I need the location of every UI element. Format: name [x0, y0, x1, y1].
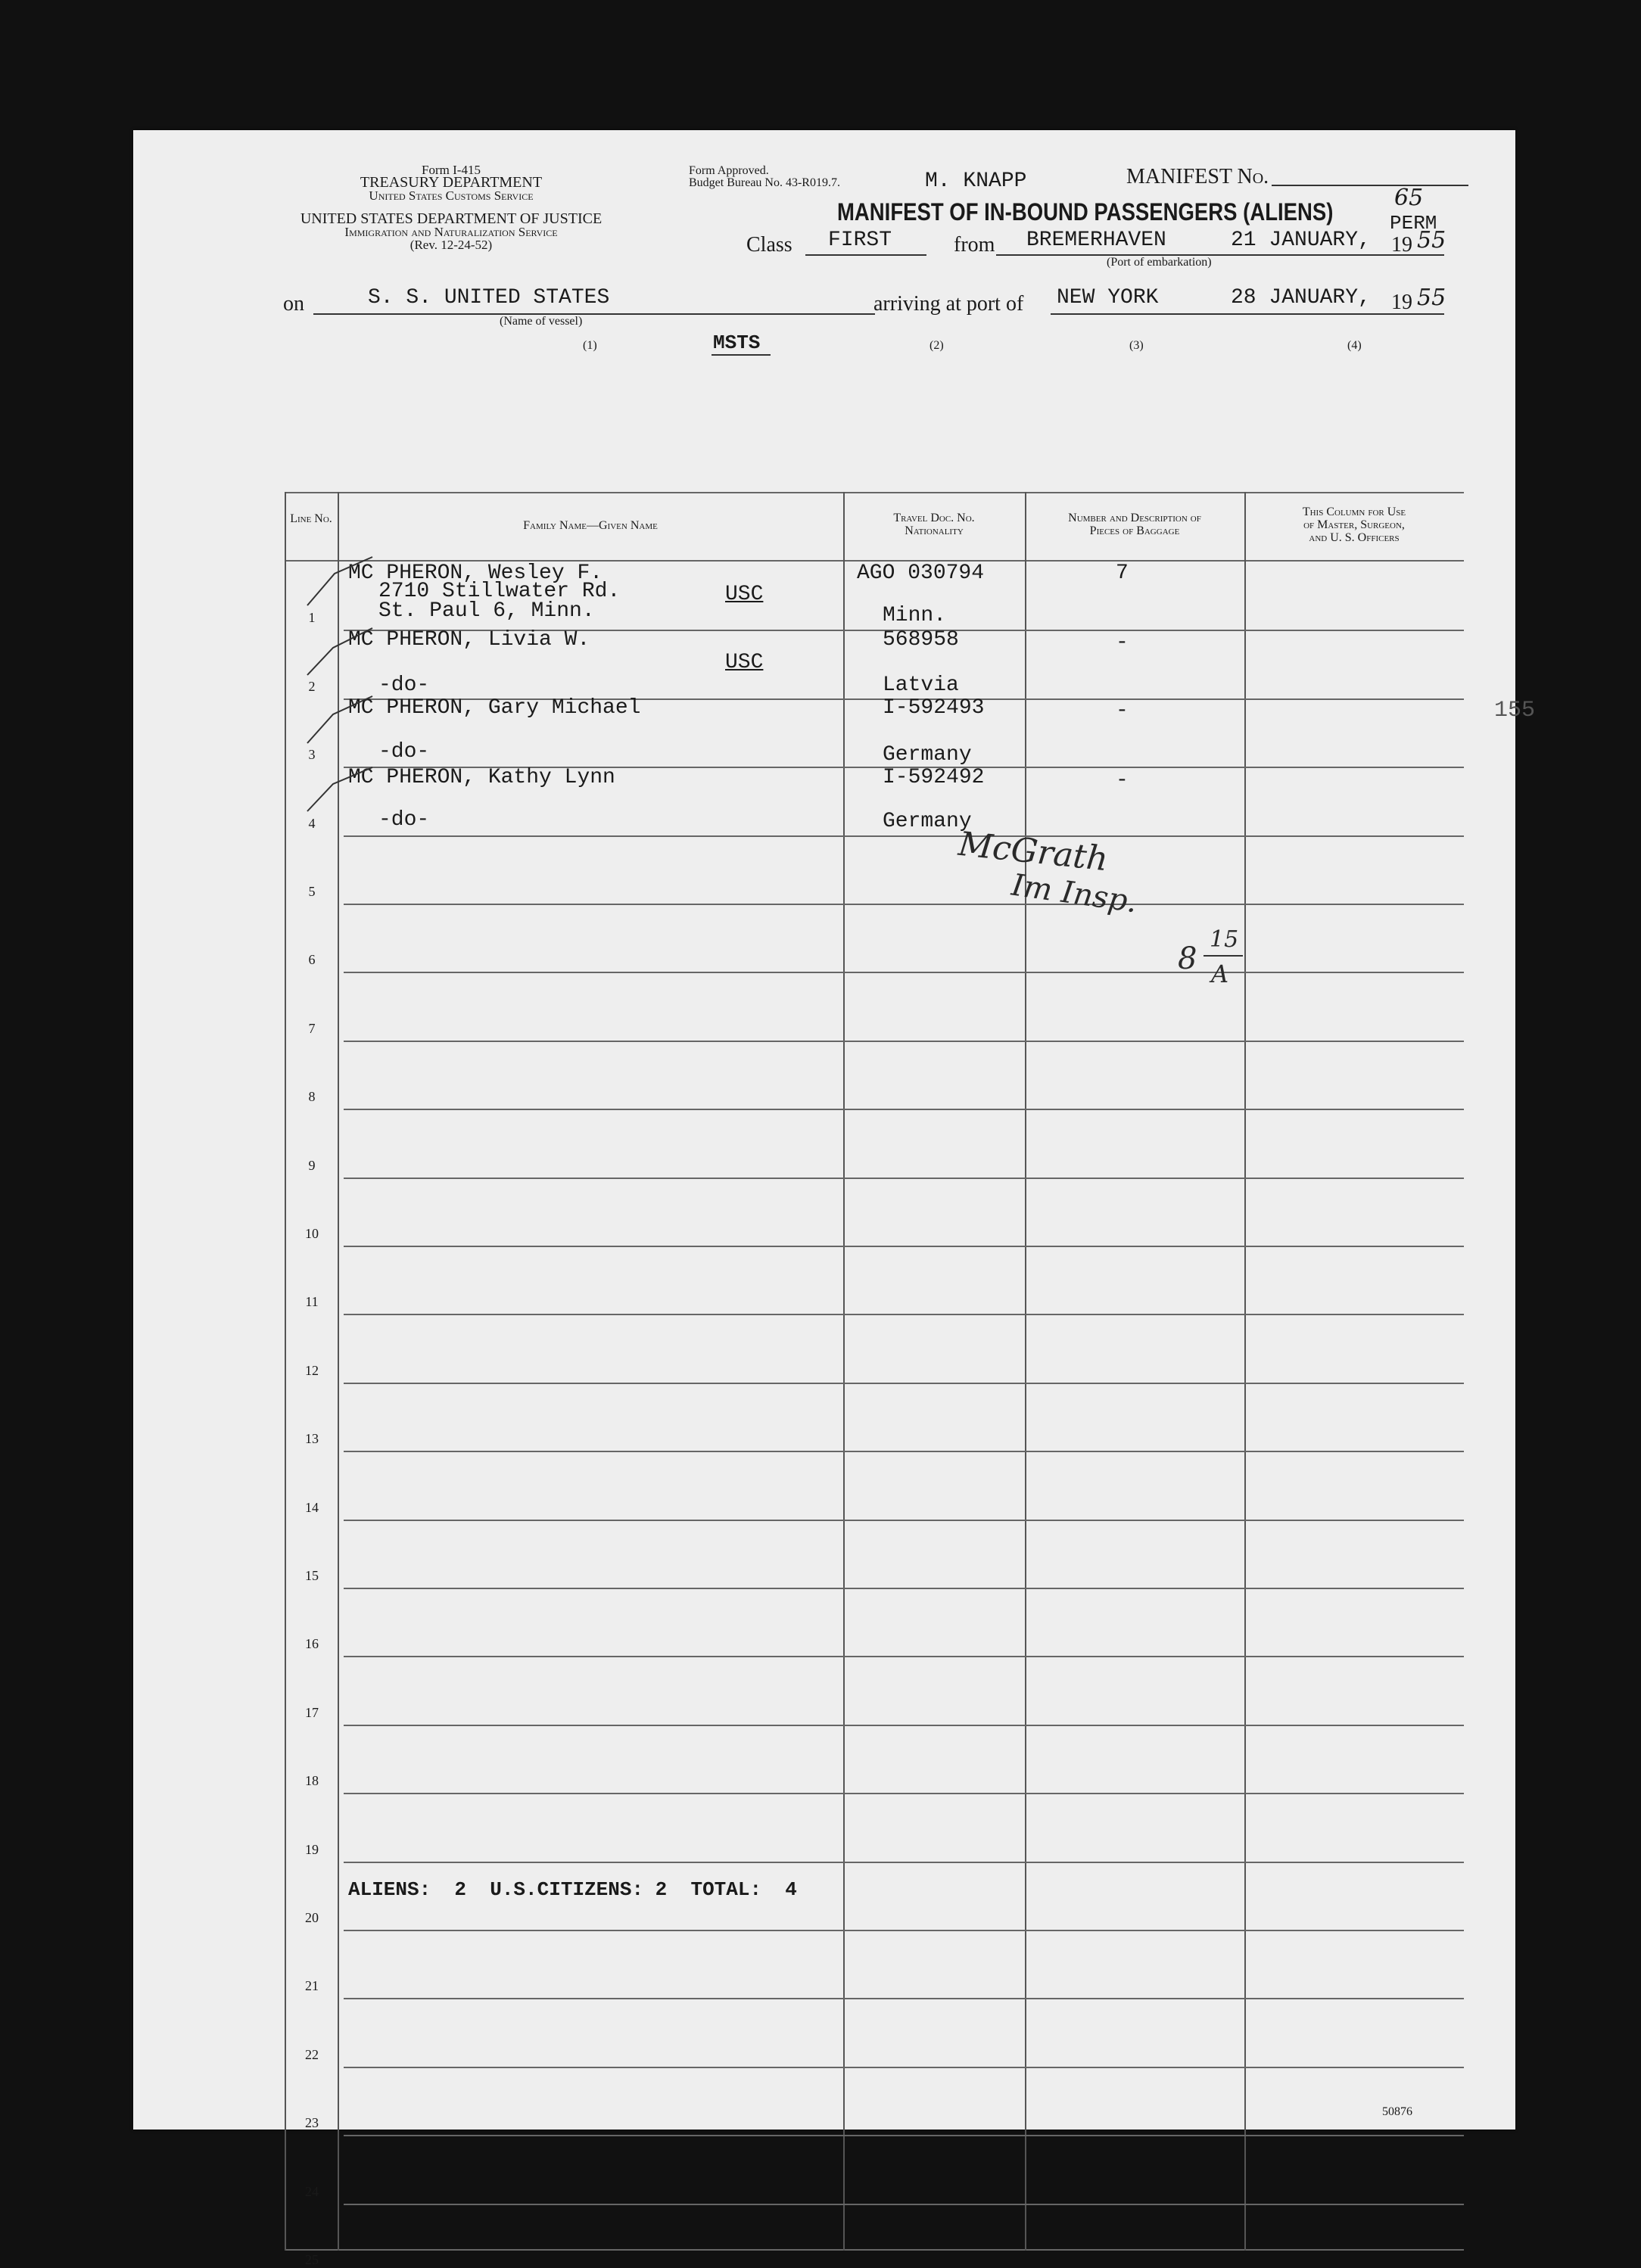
line-number: 25	[305, 2252, 319, 2267]
line-number: 24	[305, 2183, 319, 2199]
line-number: 2	[308, 678, 316, 694]
row-rule	[344, 1314, 1464, 1315]
form-number: Form I-415	[422, 163, 481, 177]
port-embarkation: BREMERHAVEN	[1026, 229, 1166, 252]
col-num-4: (4)	[1347, 339, 1362, 352]
row-rule	[344, 1588, 1464, 1589]
entry-2-doc: 568958	[883, 628, 959, 652]
col-header-baggage	[1025, 512, 1244, 537]
approval-block	[689, 165, 840, 189]
entry-1-baggage: 7	[1116, 562, 1129, 585]
arrival-port: NEW YORK	[1057, 286, 1159, 310]
embark-year-prefix: 19	[1391, 233, 1412, 257]
col-header-line: Line No.	[290, 512, 332, 525]
col-divider-baggage	[1025, 492, 1026, 2251]
inspector-title: Im Insp.	[1009, 867, 1140, 920]
entry-3-doc: I-592493	[883, 696, 985, 720]
row-rule	[344, 1930, 1464, 1931]
revision-label: (Rev. 12-24-52)	[409, 238, 493, 252]
budget-bureau: Budget Bureau No. 43-R019.7.	[689, 176, 840, 189]
line-number: 4	[308, 815, 316, 831]
col-header-use	[1244, 506, 1464, 544]
row-rule	[344, 2204, 1464, 2205]
check-marks	[300, 552, 391, 870]
entry-2-baggage: -	[1116, 631, 1129, 655]
manifest-no-line	[1272, 185, 1468, 186]
row-rule	[344, 1178, 1464, 1179]
line-number: 18	[305, 1773, 319, 1789]
line-number: 7	[308, 1020, 316, 1036]
arrival-year-prefix: 19	[1391, 291, 1412, 314]
line-number: 10	[305, 1226, 319, 1241]
col-header-use-3: and U. S. Officers	[1309, 531, 1400, 544]
row-rule	[344, 1998, 1464, 1999]
row-rule	[344, 1109, 1464, 1110]
col-num-1: (1)	[583, 339, 597, 352]
line-number: 13	[305, 1431, 319, 1447]
embark-date: 21 JANUARY,	[1231, 229, 1371, 252]
manifest-table	[285, 492, 1536, 2267]
port-embark-caption: (Port of embarkation)	[1107, 256, 1212, 269]
entry-4-do: -do-	[378, 808, 430, 832]
row-rule	[344, 1862, 1464, 1863]
msts-underline	[712, 354, 771, 356]
footer-number: 50876	[1382, 2105, 1412, 2118]
entry-1-nationality: Minn.	[883, 604, 947, 627]
row-rule	[344, 1246, 1464, 1247]
line-number: 6	[308, 952, 316, 968]
entry-2-nationality: Latvia	[883, 674, 959, 697]
arriving-label: arriving at port of	[873, 292, 1024, 316]
entry-3-name: MC PHERON, Gary Michael	[348, 696, 641, 720]
line-number: 15	[305, 1568, 319, 1583]
col-divider-use	[1244, 492, 1246, 2251]
entry-2-name: MC PHERON, Livia W.	[348, 628, 590, 652]
row-rule	[344, 904, 1464, 905]
fraction-numerator: 15	[1210, 926, 1239, 953]
line-number: 23	[305, 2115, 319, 2131]
justice-label: UNITED STATES DEPARTMENT OF JUSTICE	[300, 210, 603, 227]
col-header-doc	[843, 512, 1025, 537]
class-label: Class	[746, 233, 792, 257]
vessel-line	[313, 313, 875, 315]
inspector-signature: McGrath	[956, 824, 1110, 879]
row-rule	[344, 1451, 1464, 1452]
arrival-year: 55	[1417, 285, 1446, 311]
manifest-title: MANIFEST OF IN-BOUND PASSENGERS (ALIENS)	[837, 198, 1334, 226]
line-number: 3	[308, 747, 316, 763]
entry-1-doc: AGO 030794	[857, 562, 985, 585]
treasury-label: TREASURY DEPARTMENT	[360, 174, 543, 191]
line-number: 17	[305, 1704, 319, 1720]
entry-3-do: -do-	[378, 740, 430, 764]
line-number: 14	[305, 1499, 319, 1515]
row-rule	[344, 1793, 1464, 1794]
class-value: FIRST	[828, 229, 892, 252]
col-header-use-1: This Column for Use	[1302, 506, 1406, 518]
check-mark-3	[307, 696, 372, 743]
col-header-doc-1: Travel Doc. No.	[893, 512, 975, 524]
col-header-use-2: of Master, Surgeon,	[1303, 518, 1405, 531]
manifest-label	[1126, 165, 1269, 189]
entry-1-status: USC	[725, 583, 764, 606]
ins-label: Immigration and Naturalization Service	[344, 225, 558, 239]
entry-4-baggage: -	[1116, 769, 1129, 792]
fraction-denominator: A	[1211, 960, 1229, 988]
passenger-summary: ALIENS: 2 U.S.CITIZENS: 2 TOTAL: 4	[348, 1878, 797, 1901]
table-left-border	[285, 492, 286, 2251]
check-mark-1	[307, 557, 372, 605]
msts-label: MSTS	[713, 331, 761, 354]
entry-3-nationality: Germany	[883, 743, 972, 767]
manifest-no-label: MANIFEST No.	[1126, 165, 1269, 188]
from-line	[996, 254, 1444, 256]
check-mark-2	[307, 628, 372, 675]
officer-name: M. KNAPP	[925, 170, 1027, 193]
entry-4-doc: I-592492	[883, 766, 985, 789]
line-number: 19	[305, 1841, 319, 1857]
line-number: 5	[308, 884, 316, 899]
line-number: 16	[305, 1636, 319, 1652]
row-rule	[344, 1725, 1464, 1726]
line-number: 12	[305, 1362, 319, 1378]
line-number: 20	[305, 1910, 319, 1925]
class-line	[805, 254, 926, 256]
row-rule	[344, 1041, 1464, 1042]
fraction-lead: 8	[1178, 941, 1197, 976]
customs-label: United States Customs Service	[369, 188, 534, 203]
on-label: on	[283, 292, 304, 316]
form-issuer-block	[285, 163, 618, 251]
vessel-name: S. S. UNITED STATES	[368, 286, 610, 310]
entry-3-baggage: -	[1116, 699, 1129, 723]
stamp-code: 155	[1494, 698, 1536, 723]
row-rule	[344, 972, 1464, 973]
vessel-caption: (Name of vessel)	[500, 315, 583, 328]
perm-label: PERM	[1390, 212, 1437, 235]
entry-4-nationality: Germany	[883, 810, 972, 833]
col-header-name: Family Name—Given Name	[523, 519, 658, 532]
line-number: 11	[305, 1294, 319, 1310]
col-divider-doc	[843, 492, 845, 2251]
table-top-border	[285, 492, 1464, 493]
entry-2-do: -do-	[378, 674, 430, 697]
from-label: from	[954, 233, 995, 257]
form-approved: Form Approved.	[689, 164, 769, 177]
line-number: 9	[308, 1157, 316, 1173]
line-number: 8	[308, 1089, 316, 1105]
row-rule	[344, 835, 1464, 837]
fraction-bar	[1204, 955, 1243, 957]
line-number: 22	[305, 2046, 319, 2062]
row-rule	[344, 2067, 1464, 2068]
entry-4-name: MC PHERON, Kathy Lynn	[348, 766, 615, 789]
line-number: 21	[305, 1978, 319, 1994]
row-rule	[344, 2135, 1464, 2136]
col-num-2: (2)	[929, 339, 944, 352]
manifest-number: 65	[1394, 185, 1424, 211]
row-rule	[344, 1656, 1464, 1657]
col-num-3: (3)	[1129, 339, 1144, 352]
entry-1-name: MC PHERON, Wesley F.	[348, 562, 603, 585]
col-header-baggage-1: Number and Description of	[1068, 512, 1201, 524]
table-bottom-border	[285, 2249, 1464, 2251]
embark-year: 55	[1417, 227, 1446, 254]
entry-1-address: 2710 Stillwater Rd.	[378, 580, 621, 603]
col-header-baggage-2: Pieces of Baggage	[1089, 524, 1180, 537]
row-rule	[344, 1520, 1464, 1521]
arrival-line	[1051, 313, 1444, 315]
manifest-sheet	[133, 130, 1536, 2267]
entry-1-city: St. Paul 6, Minn.	[378, 599, 595, 623]
arrival-date: 28 JANUARY,	[1231, 286, 1371, 310]
col-header-doc-2: Nationality	[905, 524, 964, 537]
row-rule	[344, 1383, 1464, 1384]
line-number: 1	[308, 610, 316, 626]
entry-2-status: USC	[725, 651, 764, 674]
check-mark-4	[307, 767, 372, 811]
